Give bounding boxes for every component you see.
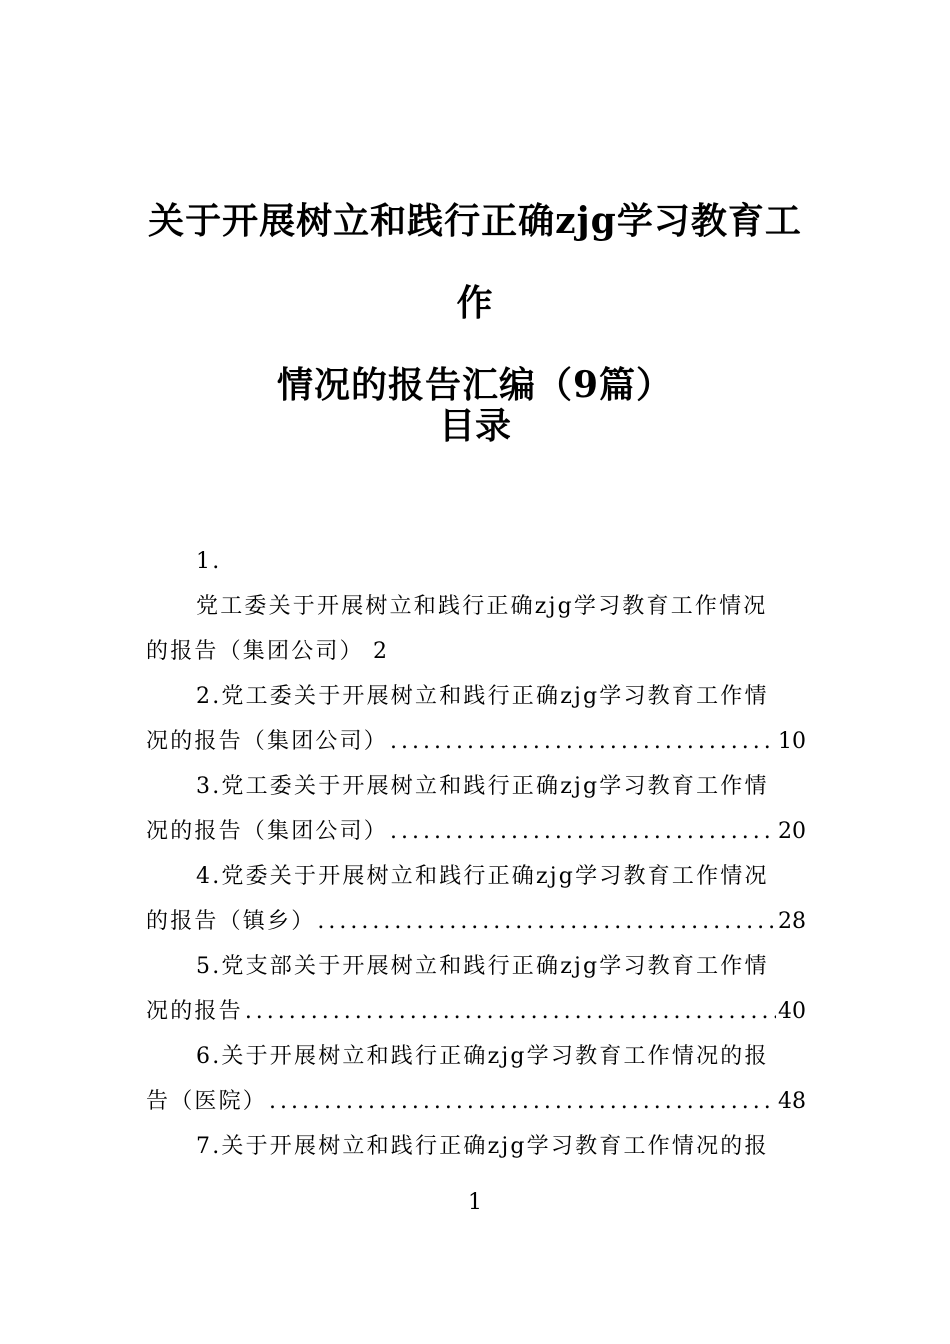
dot-leader	[317, 899, 776, 944]
toc-entry-text: 2.党工委关于开展树立和践行正确zjg学习教育工作情	[196, 684, 769, 709]
toc-entry-text: 4.党委关于开展树立和践行正确zjg学习教育工作情况	[196, 864, 769, 889]
dot-leader	[390, 809, 776, 854]
toc-entry-number: 1.	[196, 549, 222, 574]
toc-entry-7[interactable]	[146, 1124, 806, 1169]
toc-entry-4[interactable]	[146, 854, 806, 944]
toc-entry-page: 10	[778, 729, 806, 754]
toc-entry-text: 的报告（镇乡）	[146, 909, 316, 934]
toc-entry-2[interactable]	[146, 674, 806, 764]
table-of-contents	[146, 539, 806, 1169]
toc-entry-text: 党工委关于开展树立和践行正确zjg学习教育工作情况	[196, 594, 768, 619]
toc-entry-page: 48	[778, 1089, 806, 1114]
toc-entry-page: 40	[778, 999, 806, 1024]
toc-entry-text: 3.党工委关于开展树立和践行正确zjg学习教育工作情	[196, 774, 769, 799]
toc-entry-last-line	[146, 719, 806, 764]
toc-entry-text: 6.关于开展树立和践行正确zjg学习教育工作情况的报	[196, 1044, 769, 1069]
toc-entry-last-line	[146, 809, 806, 854]
dot-leader	[269, 1079, 776, 1124]
page-number: 1	[468, 1190, 482, 1215]
toc-entry-page: 2	[373, 639, 390, 664]
toc-entry-text: 况的报告	[146, 999, 243, 1024]
toc-entry-last-line	[146, 989, 806, 1034]
toc-entry-page: 28	[778, 909, 806, 934]
toc-entry-text: 5.党支部关于开展树立和践行正确zjg学习教育工作情	[196, 954, 769, 979]
dot-leader	[390, 719, 776, 764]
toc-entry-text: 告（医院）	[146, 1089, 268, 1114]
toc-entry-text: 况的报告（集团公司）	[146, 819, 389, 844]
toc-entry-page: 20	[778, 819, 806, 844]
toc-entry-1[interactable]	[146, 539, 806, 674]
toc-entry-last-line	[146, 629, 806, 674]
toc-entry-text: 况的报告（集团公司）	[146, 729, 389, 754]
toc-entry-last-line	[146, 899, 806, 944]
toc-heading: 目录	[438, 405, 511, 447]
toc-entry-text: 的报告（集团公司）	[146, 639, 364, 664]
document-title	[130, 180, 820, 426]
toc-entry-text: 7.关于开展树立和践行正确zjg学习教育工作情况的报	[196, 1134, 769, 1159]
document-title-line-1: 关于开展树立和践行正确zjg学习教育工作	[148, 200, 802, 324]
toc-entry-6[interactable]	[146, 1034, 806, 1124]
toc-entry-last-line	[146, 1079, 806, 1124]
toc-entry-3[interactable]	[146, 764, 806, 854]
dot-leader	[245, 989, 776, 1034]
document-title-line-2: 情况的报告汇编（9篇）	[276, 364, 674, 406]
toc-entry-5[interactable]	[146, 944, 806, 1034]
